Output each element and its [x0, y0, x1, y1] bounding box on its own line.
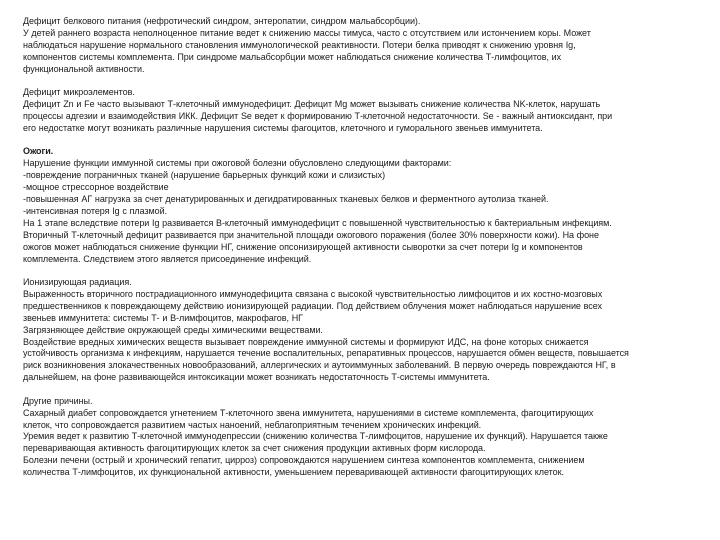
text-line: Нарушение функции иммунной системы при ожоговой болезни обусловлено следующими факторами:	[23, 158, 452, 169]
text-line: Дефицит Zn и Fe часто вызывают Т-клеточный иммунодефицит. Дефицит Mg может вызывать снижение количества NK-клеток, нарушать	[23, 99, 601, 110]
section-heading-line: Дефицит микроэлементов.	[23, 87, 135, 98]
text-line: комплемента. Следствием этого является присоединение инфекций.	[23, 253, 312, 264]
section-heading-line: Дефицит белкового питания (нефротический синдром, энтеропатии, синдром мальабсорбции).	[23, 16, 421, 26]
section-heading-line: Ионизирующая радиация.	[23, 277, 132, 287]
text-line: устойчивость организма к инфекциям, нарушается течение воспалительных, репаративных процессов, нарушается обмен веществ, повышается	[23, 348, 629, 359]
text-line: наблюдаться нарушение нормального становления иммунологической реактивности. Потери белка приводят к снижению уровня Ig,	[23, 39, 576, 50]
text-line: Уремия ведет к развитию Т-клеточной иммунодепрессии (снижению количества Т-лимфоцитов, нарушение их функций). Нарушается также	[23, 431, 608, 442]
text-line: Болезни печени (острый и хронический гепатит, цирроз) сопровождаются нарушением синтеза компонентов комплемента, снижением	[23, 455, 585, 466]
text-line: Вторичный Т-клеточный дефицит развивается при значительной площади ожогового поражения (более 30% поверхности кожи). На фоне	[23, 229, 599, 240]
paragraph-section	[23, 146, 708, 265]
text-line: -мощное стрессорное воздействие	[23, 182, 169, 193]
text-line: звеньев иммунитета: системы Т- и В-лимфоцитов, макрофагов, НГ	[23, 312, 303, 323]
text-line: переваривающая активность фагоцитирующих клеток за счет снижения продукции активных форм кислорода.	[23, 443, 486, 454]
text-line: дальнейшем, на фоне развивающейся интоксикации может возникать недостаточность Т-системы иммунитета.	[23, 372, 490, 383]
text-line: риск возникновения злокачественных новообразований, аллергических и аутоиммунных заболеваний. В первую очередь повреждаются НГ, в	[23, 360, 616, 371]
text-line: На 1 этапе вследствие потери Ig развивается В-клеточный иммунодефицит с повышенной чувствительностью к бактериальным инфекциям.	[23, 217, 612, 228]
text-line: -повреждение пограничных тканей (нарушение барьерных функций кожи и слизистых)	[23, 170, 386, 181]
text-line: Сахарный диабет сопровождается угнетением Т-клеточного звена иммунитета, нарушениями в системе комплемента, фагоцитирующих	[23, 407, 594, 418]
text-line: Загрязняющее действие окружающей среды химическими веществами.	[23, 324, 323, 335]
paragraph-section	[23, 277, 708, 384]
section-heading-line: Другие причины.	[23, 395, 93, 406]
document-body	[23, 16, 708, 491]
text-line: ожогов может наблюдаться снижение функции НГ, снижение опсонизирующей активности сыворотки за счет потери Ig и компонентов	[23, 241, 583, 252]
text-line: количества Т-лимфоцитов, их функциональной активности, уменьшением переваривающей активности фагоцитирующих клеток.	[23, 467, 564, 478]
text-line: -интенсивная потеря Ig с плазмой.	[23, 205, 168, 216]
section-heading-line: Ожоги.	[23, 146, 54, 157]
paragraph-section	[23, 87, 708, 135]
text-line: его недостатке могут возникать различные нарушения системы фагоцитов, клеточного и гуморального звеньев иммунитета.	[23, 122, 543, 133]
text-line: процессы адгезии и взаимодействия ИКК. Дефицит Se ведет к формированию Т-клеточной недостаточности. Se - важный антиоксидант, при	[23, 110, 613, 121]
paragraph-section	[23, 16, 708, 76]
text-line: клеток, что сопровождается развитием частых наноений, неблагоприятным течением хронических инфекций.	[23, 419, 482, 430]
text-line: У детей раннего возраста неполноценное питание ведет к снижению массы тимуса, часто с отсутствием или истончением коры. Может	[23, 27, 591, 38]
text-line: компонентов системы комплемента. При синдроме мальабсорбции может наблюдаться снижение количества Т-лимфоцитов, их	[23, 51, 562, 62]
text-line: -повышенная АГ нагрузка за счет денатурированных и дегидратированных тканевых белков и ферментного аутолиза тканей.	[23, 193, 549, 204]
text-line: Воздействие вредных химических веществ вызывает повреждение иммунной системы и формируют ИДС, на фоне которых снижается	[23, 336, 589, 347]
text-line: Выраженность вторичного пострадиационного иммунодефицита связана с высокой чувствительностью лимфоцитов и их костно-мозговых	[23, 288, 603, 299]
text-line: предшественников к повреждающему действию ионизирующей радиации. Под действием облучения может наблюдаться нарушение всех	[23, 300, 602, 311]
text-line: функциональной активности.	[23, 63, 145, 74]
paragraph-section	[23, 396, 708, 479]
